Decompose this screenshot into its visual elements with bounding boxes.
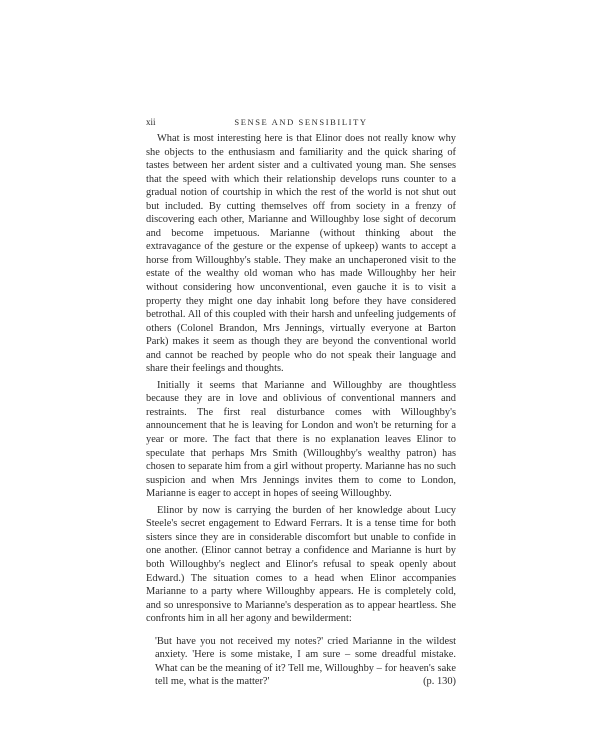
block-quote: [155, 635, 456, 689]
paragraph: Initially it seems that Marianne and Willoughby are thoughtless because they are in love and oblivious of conventional manners and restraints. The first real disturbance comes with Willoughby's announcement that he is leaving for London and won't be returning for a year or more. The fact that there is no explanation leaves Elinor to speculate that perhaps Mrs Smith (Willoughby's wealthy patron) has chosen to separate him from a girl without property. Marianne has no such suspicion and when Mrs Jennings invites them to come to London, Marianne is eager to accept in hopes of seeing Willoughby.: [146, 379, 456, 500]
quote-text: 'But have you not received my notes?' cried Marianne in the wildest anxiety. 'Here is some mistake, I am sure – some dreadful mistake. What can be the meaning of it? Tell me, Willoughby – for heaven's sake tell me, what is the matter?': [155, 635, 456, 688]
running-head: [146, 115, 456, 129]
quote-citation: (p. 130): [423, 676, 456, 688]
page-number: xii: [146, 117, 156, 127]
paragraph: What is most interesting here is that Elinor does not really know why she objects to the enthusiasm and familiarity and the quick sharing of tastes between her ardent sister and a cultivated young man. She senses that the speed with which their relationship develops runs counter to a gradual notion of courtship in which the rest of the world is not shut out but included. By cutting themselves off from society in a frenzy of discovering each other, Marianne and Willoughby lose sight of decorum and become impetuous. Marianne (without thinking about the extravagance of the gesture or the expense of upkeep) wants to accept a horse from Willoughby's stable. They make an unchaperoned visit to the estate of the wealthy old woman who has made Willoughby her heir without considering how unconventional, even gauche it is to visit a property they might one day inhabit long before they have considered betrothal. All of this coupled with their harsh and unfeeling judgements of others (Colonel Brandon, Mrs Jennings, virtually everyone at Barton Park) makes it seem as though they are beyond the conventional world and cannot be reached by people who do not speak their language and share their feelings and thoughts.: [146, 133, 456, 375]
running-title: SENSE AND SENSIBILITY: [234, 117, 368, 127]
paragraph: Elinor by now is carrying the burden of her knowledge about Lucy Steele's secret engagement to Edward Ferrars. It is a tense time for both sisters since they are in considerable discomfort but unable to confide in one another. (Elinor cannot betray a confidence and Marianne is hurt by both Willoughby's neglect and Elinor's refusal to speak openly about Edward.) The situation comes to a head when Elinor accompanies Marianne to a party where Willoughby appears. He is completely cold, and so unresponsive to Marianne's desperation as to appear heartless. She confronts him in all her agony and bewilderment:: [146, 504, 456, 625]
body-text: [146, 132, 456, 689]
